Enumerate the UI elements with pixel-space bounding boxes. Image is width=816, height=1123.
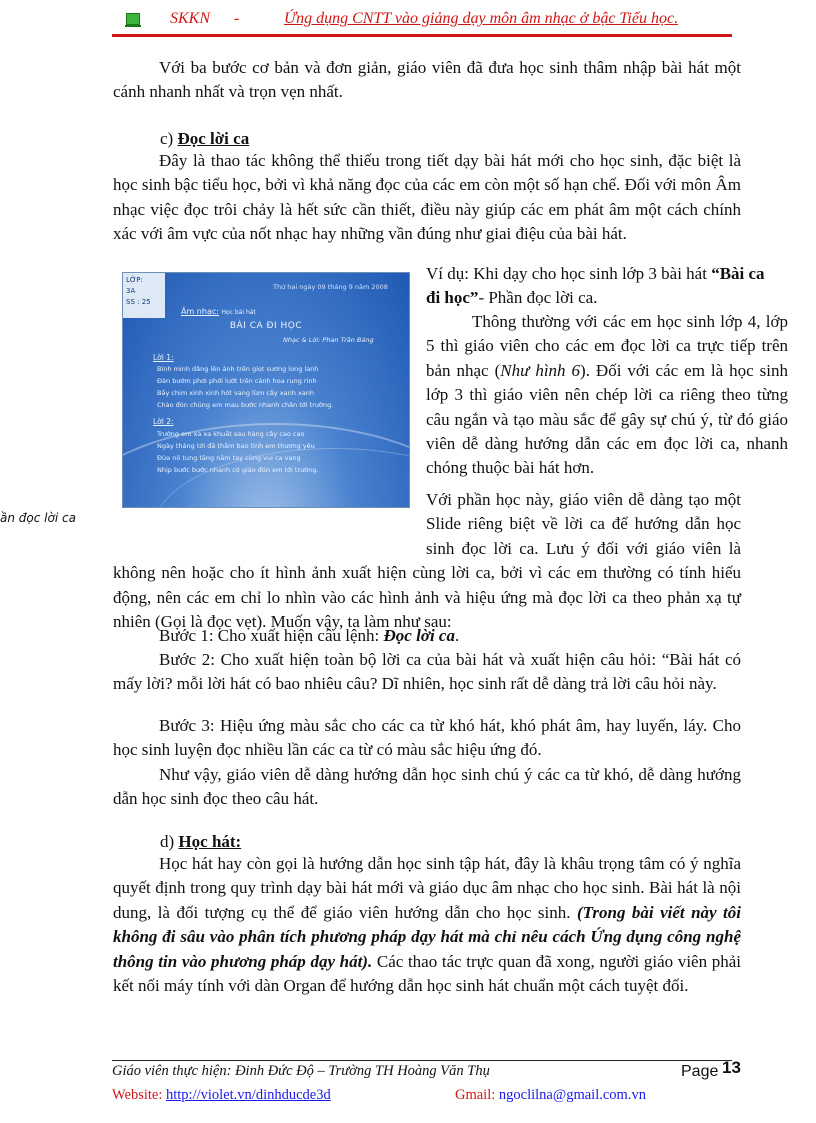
monitor-icon — [126, 13, 140, 25]
slide-paragraph — [113, 488, 741, 634]
lyric-line: Đàn bướm phơi phới lướt trên cánh hoa rung rinh — [157, 377, 317, 385]
page-header — [112, 10, 732, 34]
subject-label: Âm nhạc: — [181, 307, 219, 316]
slide-subject — [181, 307, 256, 316]
class-label: LỚP: — [126, 276, 143, 284]
lyric-line: Chào đón chúng em mau bước nhanh chân tới trường. — [157, 401, 334, 409]
intro-paragraph: Với ba bước cơ bản và đơn giản, giáo viên đã đưa học sinh thâm nhập bài hát một cánh nhanh nhất và trọn vẹn nhất. — [113, 58, 741, 102]
section-c-body: Đây là thao tác không thể thiếu trong tiết dạy bài hát mới cho học sinh, đặc biệt là học sinh bậc tiểu học, bởi vì khả năng đọc của các em còn một số hạn chế. Đối với môn Âm nhạc việc đọc trôi chảy là hết sức cần thiết, điều này giúp các em phát âm một cách chính xác với âm vực của nốt nhạc hay những vần đúng như giai điệu của bài hát. — [113, 151, 741, 244]
header-dash: - — [234, 10, 240, 27]
step-2: Bước 2: Cho xuất hiện toàn bộ lời ca của bài hát và xuất hiện câu hỏi: “Bài hát có mấy lời? mỗi lời hát có bao nhiêu câu? Dĩ nhiên, học sinh rất dễ dàng trả lời câu hỏi này. — [113, 650, 741, 694]
header-divider — [112, 34, 732, 37]
usual-paragraph — [426, 310, 788, 481]
page-label: Page — [681, 1063, 719, 1080]
verse2-label: Lời 2: — [153, 417, 174, 426]
step-3: Bước 3: Hiệu ứng màu sắc cho các ca từ khó hát, khó phát âm, hay luyến, láy. Cho học sinh luyện đọc nhiều lần các ca từ có màu sắc hiệu ứng đó. — [113, 716, 741, 760]
figure-caption: ần đọc lời ca — [0, 511, 76, 525]
section-d-letter: d) — [160, 832, 175, 851]
example-paragraph — [426, 262, 771, 311]
section-c-title: Đọc lời ca — [177, 129, 250, 148]
step-1-command: Đọc lời ca — [383, 626, 455, 645]
slide-paragraph-text: Với phần học này, giáo viên dễ dàng tạo một Slide riêng biệt về lời ca để hướng dẫn học sinh đọc lời ca. Lưu ý đối với giáo viên là không nên hoặc cho ít hình ảnh xuất hiện cùng lời ca, bởi vì các em thường có tính hiếu động, nên các em chỉ lo nhìn vào các hình ảnh và hiệu ứng mà đọc lời ca theo phản xạ tự nhiên (Gọi là đọc vẹt). Muốn vậy, ta làm như sau: — [113, 490, 741, 632]
section-d-title: Học hát: — [178, 832, 242, 851]
class-info-box — [123, 273, 165, 318]
example-song: “Bài ca đi học” — [426, 264, 765, 308]
header-label: SKKN — [170, 10, 211, 27]
lyric-line: Đùa nô tung tăng nắm tay cùng vui ca vang — [157, 454, 301, 462]
step-1 — [113, 624, 741, 648]
footer-gmail — [455, 1087, 646, 1104]
gmail-address: ngoclilna@gmail.com.vn — [498, 1087, 646, 1103]
conclusion-paragraph: Như vậy, giáo viên dễ dàng hướng dẫn học sinh chú ý các ca từ khó, dễ dàng hướng dẫn học sinh đọc theo câu hát. — [113, 765, 741, 809]
class-value: 3A — [126, 287, 136, 295]
gmail-label: Gmail: — [455, 1087, 496, 1103]
lyric-line: Nhịp bước bước nhanh có giáo đón em tới trường. — [157, 466, 319, 474]
step-1-label: Bước 1: Cho xuất hiện câu lệnh: — [159, 626, 384, 645]
lyric-line: Bình minh dâng lên ánh trên giọt sương long lanh — [157, 365, 319, 373]
lyric-line: Trường em xa xa khuất sau hàng cây cao cao — [157, 430, 305, 438]
footer-website — [112, 1087, 331, 1104]
slide-date: Thứ hai ngày 09 tháng 9 năm 2008 — [273, 283, 388, 291]
footer-divider — [112, 1060, 732, 1061]
section-c-heading — [160, 127, 249, 151]
section-d-body — [113, 852, 741, 998]
section-d-text: Học hát hay còn gọi là hướng dẫn học sinh tập hát, đây là khâu trọng tâm có ý nghĩa quyết định trong quy trình dạy bài hát mới và giáo dục âm nhạc cho học sinh. Bài hát là nội dung, là đối tượng cụ thể để giáo viên hướng dẫn cho học sinh. — [113, 854, 741, 922]
website-link[interactable]: http://violet.vn/dinhducde3d — [166, 1087, 331, 1103]
song-title: BÀI CA ĐI HỌC — [229, 321, 303, 331]
section-d-end: Các thao tác trực quan đã xong, người giáo viên phải kết nối máy tính với dàn Organ để hướng dẫn học sinh hát chuẩn một cách tuyệt đối. — [113, 951, 742, 996]
figure-reference: Như hình 6 — [500, 360, 581, 380]
section-d-note: (Trong bài viết này tôi không đi sâu vào phân tích phương pháp dạy hát mà chỉ nêu cách Ứng dụng công nghệ thông tin vào phương pháp dạy hát). — [113, 902, 741, 971]
lyric-line: Bầy chim xinh xinh hót vang lùm cây xanh xanh — [157, 389, 315, 397]
verse1-label: Lời 1: — [153, 353, 174, 362]
website-label: Website: — [112, 1087, 163, 1103]
section-c-letter: c) — [160, 129, 174, 148]
song-author: Nhạc & Lời: Phan Trần Bảng — [283, 336, 374, 344]
section-d-heading — [160, 830, 241, 854]
lesson-type: Học bài hát — [221, 309, 256, 316]
footer-teacher: Giáo viên thực hiện: Đinh Đức Độ – Trường TH Hoàng Văn Thụ — [112, 1063, 490, 1079]
example-text: Ví dụ: Khi dạy cho học sinh lớp 3 bài hát — [426, 264, 707, 283]
example-suffix: - Phần đọc lời ca. — [478, 288, 598, 308]
lyrics-slide-image — [122, 272, 410, 508]
page-number: 13 — [722, 1058, 741, 1077]
usual-text: Thông thường với các em học sinh lớp 4, lớp 5 thì giáo viên cho các em đọc lời ca trực tiếp trên bản nhạc ( — [426, 312, 788, 380]
lyric-line: Ngày tháng tới đã thắm bao tình em thương yêu — [157, 442, 315, 450]
float-spacer — [113, 488, 426, 537]
student-count: SS : 25 — [126, 298, 151, 306]
header-title: Ứng dụng CNTT vào giảng dạy môn âm nhạc ở bậc Tiểu học. — [284, 10, 679, 27]
usual-text-2: ). Đối với các em là học sinh lớp 3 thì giáo viên nên chép lời ca riêng theo từng câu ngắn và tạo màu sắc để gây sự chú ý, từ đó giáo viên dễ dàng hướng dẫn các em đọc lời ca, nhanh chóng thuộc bài hát hơn. — [426, 360, 788, 478]
step-1-period: . — [454, 626, 460, 645]
